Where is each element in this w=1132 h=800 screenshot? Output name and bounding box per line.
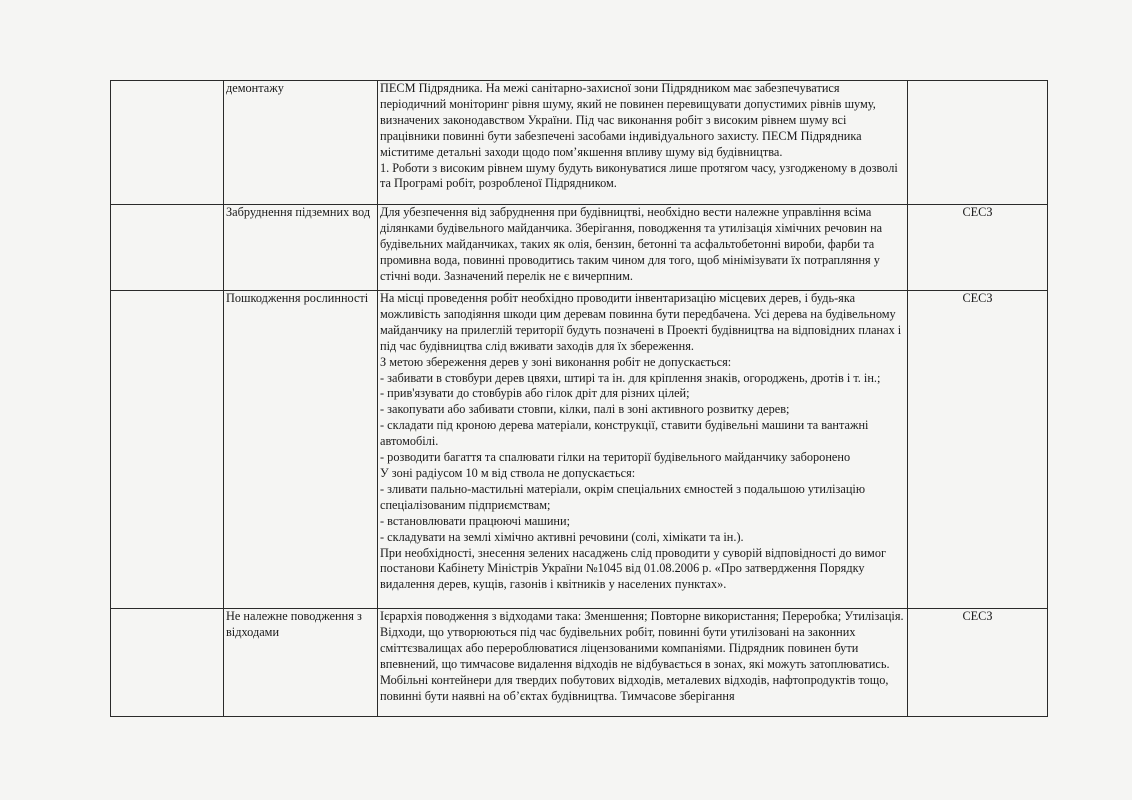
blank-cell: [111, 205, 224, 291]
measures-cell: [378, 609, 908, 717]
measures-cell: [378, 291, 908, 609]
measure-paragraph: При необхідності, знесення зелених насаджень слід проводити у суворій відповідності до вимог постанови Кабінету Міністрів України №1045 від 01.08.2006 р. «Про затвердження Порядку видалення дерев, кущів, газонів і квітників у населених пунктах».: [380, 545, 887, 592]
table-row: [111, 291, 1048, 609]
measure-paragraph: - зливати пально-мастильні матеріали, окрім спеціальних ємностей з подальшою утилізацію спеціалізованим підприємствам;: [380, 481, 866, 512]
blank-cell: [111, 609, 224, 717]
measure-paragraph: - розводити багаття та спалювати гілки на території будівельного майданчику заборонено: [380, 450, 851, 465]
table-row: [111, 205, 1048, 291]
measure-paragraph: У зоні радіусом 10 м від ствола не допускається:: [380, 465, 636, 480]
measure-paragraph: На місці проведення робіт необхідно проводити інвентаризацію місцевих дерев, і будь-яка можливість заподіяння шкоди цим деревам повинна бути передбачена. Усі дерева на будівельному майданчику на прилеглій території будуть позначені в Проекті будівництва на відповідних планах і під час будівництва слід вживати заходів для їх збереження.: [380, 291, 902, 353]
measure-paragraph: - прив'язувати до стовбурів або гілок дріт для різних цілей;: [380, 386, 690, 401]
measure-paragraph: - складувати на землі хімічно активні речовини (солі, хімікати та ін.).: [380, 529, 744, 544]
impact-cell: Не належне поводження з відходами: [224, 609, 378, 717]
measure-paragraph: Ієрархія поводження з відходами така: Зменшення; Повторне використання; Переробка; Утилізація.: [380, 609, 904, 623]
responsible-cell: СЕСЗ: [908, 291, 1048, 609]
measure-paragraph: ПЕСМ Підрядника. На межі санітарно-захисної зони Підрядником має забезпечуватися періодичний моніторинг рівня шуму, який не повинен перевищувати допустимих рівнів шуму, визначених законодавством України. Під час виконання робіт з високим рівнем шуму всі працівники повинні бути забезпечені засобами індивідуального захисту. ПЕСМ Підрядника міститиме детальні заходи щодо пом’якшення впливу шуму від будівництва.: [380, 81, 876, 159]
measure-paragraph: 1. Роботи з високим рівнем шуму будуть виконуватися лише протягом часу, узгодженому в дозволі та Програмі робіт, розробленої Підрядником.: [380, 160, 898, 191]
responsible-cell: СЕСЗ: [908, 205, 1048, 291]
table-row: [111, 81, 1048, 205]
blank-cell: [111, 291, 224, 609]
measures-cell: [378, 205, 908, 291]
measure-paragraph: - закопувати або забивати стовпи, кілки, палі в зоні активного розвитку дерев;: [380, 402, 790, 417]
responsible-cell: СЕСЗ: [908, 609, 1048, 717]
measure-paragraph: Відходи, що утворюються під час будівельних робіт, повинні бути утилізовані на законних сміттєзвалищах або перероблюватися ліцензованими компаніями. Підрядник повинен бути впевнений, що тимчасове видалення відходів не відбувається в зонах, які можуть затоплюватись. Мобільні контейнери для твердих побутових відходів, металевих відходів, нафтопродуктів тощо, повинні бути наявні на об’єктах будівництва. Тимчасове зберігання: [380, 624, 890, 703]
measure-paragraph: - складати під кроною дерева матеріали, конструкції, ставити будівельні машини та вантажні автомобілі.: [380, 418, 869, 449]
impact-cell: Забруднення підземних вод: [224, 205, 378, 291]
measures-cell: [378, 81, 908, 205]
measure-paragraph: - забивати в стовбури дерев цвяхи, штирі та ін. для кріплення знаків, огороджень, дротів і т. ін.;: [380, 370, 881, 385]
measure-paragraph: З метою збереження дерев у зоні виконання робіт не допускається:: [380, 354, 732, 369]
responsible-cell: [908, 81, 1048, 205]
impact-cell: демонтажу: [224, 81, 378, 205]
mitigation-measures-table: [110, 80, 1048, 717]
measure-paragraph: Для убезпечення від забруднення при будівництві, необхідно вести належне управління всіма ділянками будівельного майданчика. Зберігання, поводження та утилізація хімічних речовин на будівельних майданчиках, таких як олія, бензин, бетонні та асфальтобетонні вироби, фарби та промивна вода, повинні проводитись таким чином для того, щоб мінімізувати їх потрапляння у стічні води. Зазначений перелік не є вичерпним.: [380, 205, 883, 283]
blank-cell: [111, 81, 224, 205]
impact-cell: Пошкодження рослинності: [224, 291, 378, 609]
measure-paragraph: - встановлювати працюючі машини;: [380, 513, 570, 528]
table-row: [111, 609, 1048, 717]
